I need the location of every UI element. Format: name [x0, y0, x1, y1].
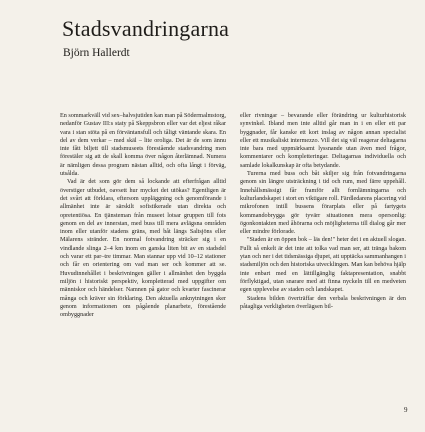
page-number: 9	[404, 406, 408, 414]
paragraph: "Staden är en öppen bok – läs den!" heter det i en aktuell slogan. Fullt så enkelt är det inte att tolka vad man ser, att tränga bakom ytan och ner i det tidsmässiga djupet, att upptäcka sammanhangen i stadsmiljön och den historiska utvecklingen. Man kan behöva hjälp inte enbart med en lättillgänglig faktapresentation, snabbt förflyktigad, utan snarare med att finna nyckeln till en medveten egen upplevelse av staden och landskapet.	[240, 237, 406, 294]
article-title: Stadsvandringarna	[62, 16, 230, 41]
paragraph: Stadens bilden överträffar den verbala beskrivningen är den påtagliga verkligheten överlägsen bil-	[240, 295, 406, 310]
article-author: Björn Hallerdt	[63, 47, 130, 59]
paragraph: Vad är det som gör dem så lockande att efterfrågan alltid överstiger utbudet, oavsett hur mycket det utökas? Egentligen är det svårt att förklara, eftersom uppläggning och genomförande i allmänhet inte är särskilt sofistikerade utan direkta och opretentiösa. En tjänsteman från museet lotsar gruppen till fots genom en del av innerstan, med buss till mera avlägsna områden inom eller utanför stadens gräns, med båt längs Saltsjöns eller Mälarens stränder. En normal fotvandring sträcker sig i en vindlande slinga 2–4 km inom en ganska liten bit av en stadsdel och varar ett par–tre timmar. Man stannar upp vid 10–12 stationer och får en orientering om vad man ser och kommer att se. Huvudinnehållet i beskrivningen gäller i allmänhet den byggda miljön i historiskt perspektiv, kompletterad med uppgifter om människor och händelser. Namnen på gator och kvarter fascinerar många och kräver sin förklaring. Den aktuella anknytningen sker genom informationen om pågående planarbete, förestående ombyggnader	[60, 179, 226, 319]
paragraph: En sommarkväll vid sex–halvsjutiden kan man på Södermalmstorg, nedanför Gustav III:s staty på Skeppsbron eller var det eljest råkar vara i stan stöta på en förväntansfull och tåligt väntande skara. En del av dem verkar – med skäl – lite oroliga. Det är de som ännu inte fått biljett till stadsmuseets förestående stadsvandring men förestäler sig att de skall komma över någon återlämnad. Numera är nämligen dessa program nästan alltid, och ofta långt i förväg, utsålda.	[60, 113, 226, 178]
paragraph: eller rivningar – bevarande eller förändring ur kulturhistorisk synvinkel. Ibland men inte alltid går man in i en eller ett par byggnader, får kanske ett kort inslag av någon annan specialist eller ett musikaliskt intermezzo. Vill det sig väl reagerar deltagarna inte bara med uppmärksamt lyssnande utan även med frågor, kommentarer och kompletteringar. Deltagarnas individuella och samlade lokalkunskap är ofta betydande.	[240, 113, 406, 169]
paragraph: Turerna med buss och båt skiljer sig från fotvandringarna genom sin längre utsträckning i tid och rum, med färre uppehåll. Innehållsmässigt får framför allt fornlämningarna och kulturlandskapet i stort en viktigare roll. Färdledarens placering vid mikrofonen intill bussens förarplats eller på fartygets kommandobrygga gör tyvärr situationen mera opersonlig: ögonkontakten med åhörarna och möjligheterna till dialog går mer eller mindre förlorade.	[240, 171, 406, 236]
text-column-right	[240, 112, 406, 311]
text-column-left	[60, 112, 226, 319]
